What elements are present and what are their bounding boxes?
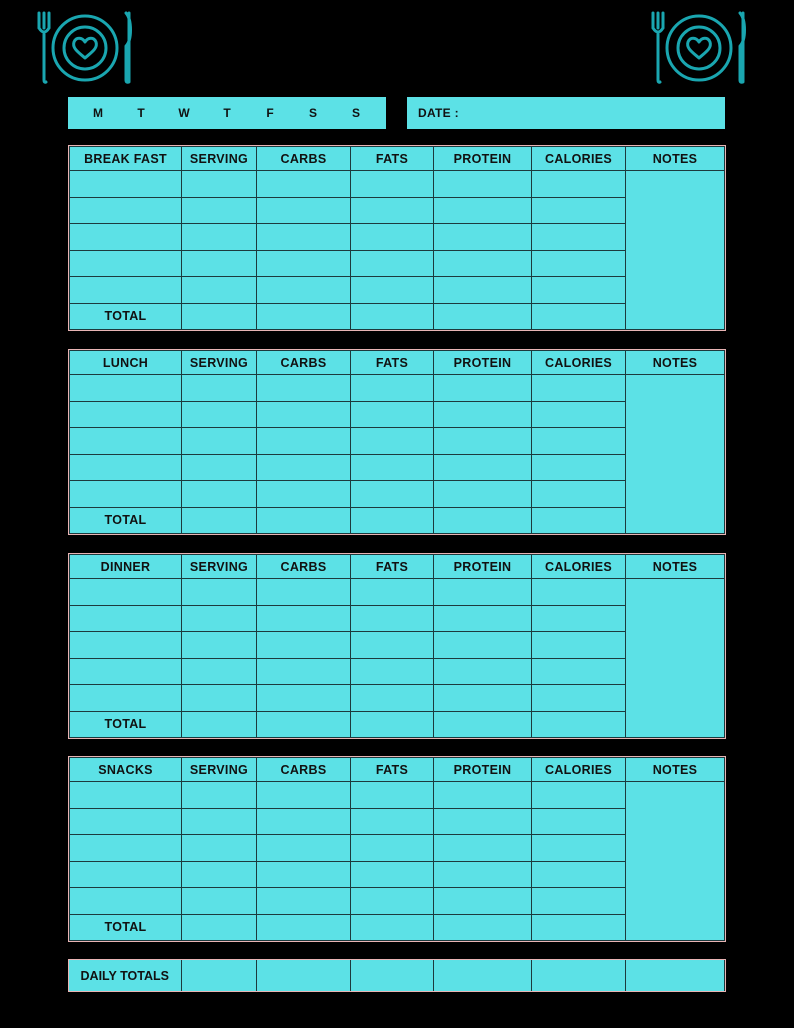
- entry-cell[interactable]: [351, 375, 434, 402]
- col-fats: FATS: [351, 758, 434, 782]
- daily-total-carbs[interactable]: [256, 960, 350, 991]
- entry-cell[interactable]: [182, 375, 257, 402]
- entry-cell[interactable]: [182, 632, 257, 659]
- entry-cell[interactable]: [532, 428, 626, 455]
- entry-cell[interactable]: [434, 579, 532, 606]
- entry-cell[interactable]: [182, 605, 257, 632]
- entry-cell[interactable]: [182, 197, 257, 224]
- entry-cell[interactable]: [70, 685, 182, 712]
- entry-cell[interactable]: [182, 685, 257, 712]
- total-cell[interactable]: [257, 303, 351, 330]
- total-cell[interactable]: [257, 914, 351, 941]
- entry-cell[interactable]: [257, 250, 351, 277]
- entry-cell[interactable]: [351, 481, 434, 508]
- entry-cell[interactable]: [182, 401, 257, 428]
- weekday-selector: [68, 97, 386, 129]
- total-cell[interactable]: [532, 914, 626, 941]
- entry-cell[interactable]: [351, 808, 434, 835]
- total-cell[interactable]: [351, 711, 434, 738]
- entry-cell[interactable]: [257, 632, 351, 659]
- total-cell[interactable]: [532, 507, 626, 534]
- entry-cell[interactable]: [351, 835, 434, 862]
- notes-area[interactable]: [626, 782, 725, 941]
- entry-cell[interactable]: [257, 658, 351, 685]
- col-fats: FATS: [351, 555, 434, 579]
- entry-cell[interactable]: [351, 782, 434, 809]
- col-notes: NOTES: [626, 555, 725, 579]
- entry-cell[interactable]: [351, 861, 434, 888]
- entry-cell[interactable]: [70, 835, 182, 862]
- entry-cell[interactable]: [434, 888, 532, 915]
- entry-cell[interactable]: [351, 250, 434, 277]
- entry-cell[interactable]: [434, 224, 532, 251]
- col-carbs: CARBS: [257, 147, 351, 171]
- entry-cell[interactable]: [182, 428, 257, 455]
- total-cell[interactable]: [351, 303, 434, 330]
- entry-cell[interactable]: [434, 428, 532, 455]
- entry-cell[interactable]: [532, 375, 626, 402]
- entry-cell[interactable]: [257, 685, 351, 712]
- entry-cell[interactable]: [182, 579, 257, 606]
- entry-cell[interactable]: [70, 808, 182, 835]
- total-cell[interactable]: [257, 711, 351, 738]
- entry-cell[interactable]: [70, 605, 182, 632]
- entry-cell[interactable]: [70, 277, 182, 304]
- col-carbs: CARBS: [257, 555, 351, 579]
- entry-cell[interactable]: [182, 658, 257, 685]
- total-cell[interactable]: [434, 507, 532, 534]
- entry-cell[interactable]: [351, 428, 434, 455]
- table-row: [70, 375, 725, 402]
- entry-cell[interactable]: [434, 808, 532, 835]
- day-sunday[interactable]: S: [351, 106, 360, 120]
- entry-cell[interactable]: [70, 658, 182, 685]
- entry-cell[interactable]: [532, 454, 626, 481]
- notes-area[interactable]: [626, 579, 725, 738]
- entry-cell[interactable]: [182, 888, 257, 915]
- entry-cell[interactable]: [434, 835, 532, 862]
- total-cell[interactable]: [434, 914, 532, 941]
- total-cell[interactable]: [434, 303, 532, 330]
- day-wednesday[interactable]: W: [178, 106, 190, 120]
- col-serving: SERVING: [182, 351, 257, 375]
- entry-cell[interactable]: [257, 861, 351, 888]
- entry-cell[interactable]: [532, 861, 626, 888]
- col-protein: PROTEIN: [434, 555, 532, 579]
- meal-title: BREAK FAST: [70, 147, 182, 171]
- day-tuesday[interactable]: T: [137, 106, 145, 120]
- entry-cell[interactable]: [532, 658, 626, 685]
- total-label: TOTAL: [70, 303, 182, 330]
- entry-cell[interactable]: [351, 579, 434, 606]
- col-serving: SERVING: [182, 555, 257, 579]
- entry-cell[interactable]: [182, 224, 257, 251]
- entry-cell[interactable]: [434, 197, 532, 224]
- table-row: [70, 171, 725, 198]
- entry-cell[interactable]: [70, 579, 182, 606]
- entry-cell[interactable]: [434, 401, 532, 428]
- col-notes: NOTES: [626, 147, 725, 171]
- daily-total-notes[interactable]: [625, 960, 724, 991]
- col-calories: CALORIES: [532, 758, 626, 782]
- meal-title: SNACKS: [70, 758, 182, 782]
- entry-cell[interactable]: [532, 835, 626, 862]
- entry-cell[interactable]: [351, 401, 434, 428]
- col-notes: NOTES: [626, 351, 725, 375]
- day-thursday[interactable]: T: [223, 106, 231, 120]
- total-cell[interactable]: [182, 711, 257, 738]
- entry-cell[interactable]: [532, 808, 626, 835]
- entry-cell[interactable]: [182, 782, 257, 809]
- entry-cell[interactable]: [434, 658, 532, 685]
- entry-cell[interactable]: [351, 632, 434, 659]
- entry-cell[interactable]: [257, 197, 351, 224]
- day-saturday[interactable]: S: [308, 106, 317, 120]
- date-field[interactable]: [407, 97, 725, 129]
- total-cell[interactable]: [182, 914, 257, 941]
- entry-cell[interactable]: [532, 250, 626, 277]
- entry-cell[interactable]: [182, 861, 257, 888]
- notes-area[interactable]: [626, 171, 725, 330]
- total-cell[interactable]: [351, 914, 434, 941]
- entry-cell[interactable]: [182, 481, 257, 508]
- entry-cell[interactable]: [532, 782, 626, 809]
- total-label: TOTAL: [70, 914, 182, 941]
- col-fats: FATS: [351, 351, 434, 375]
- col-calories: CALORIES: [532, 351, 626, 375]
- entry-cell[interactable]: [532, 605, 626, 632]
- total-cell[interactable]: [182, 507, 257, 534]
- entry-cell[interactable]: [257, 605, 351, 632]
- entry-cell[interactable]: [434, 632, 532, 659]
- entry-cell[interactable]: [70, 454, 182, 481]
- day-friday[interactable]: F: [266, 106, 274, 120]
- daily-totals-table: [69, 960, 725, 991]
- entry-cell[interactable]: [532, 171, 626, 198]
- entry-cell[interactable]: [257, 454, 351, 481]
- entry-cell[interactable]: [182, 454, 257, 481]
- entry-cell[interactable]: [70, 197, 182, 224]
- entry-cell[interactable]: [532, 481, 626, 508]
- lunch-table: [69, 350, 725, 534]
- entry-cell[interactable]: [257, 579, 351, 606]
- entry-cell[interactable]: [532, 197, 626, 224]
- col-carbs: CARBS: [257, 351, 351, 375]
- entry-cell[interactable]: [257, 782, 351, 809]
- entry-cell[interactable]: [351, 224, 434, 251]
- entry-cell[interactable]: [434, 171, 532, 198]
- entry-cell[interactable]: [532, 888, 626, 915]
- entry-cell[interactable]: [257, 171, 351, 198]
- notes-area[interactable]: [626, 375, 725, 534]
- col-serving: SERVING: [182, 758, 257, 782]
- entry-cell[interactable]: [257, 277, 351, 304]
- meal-title: LUNCH: [70, 351, 182, 375]
- col-fats: FATS: [351, 147, 434, 171]
- entry-cell[interactable]: [351, 888, 434, 915]
- entry-cell[interactable]: [434, 685, 532, 712]
- entry-cell[interactable]: [434, 861, 532, 888]
- entry-cell[interactable]: [434, 375, 532, 402]
- entry-cell[interactable]: [532, 632, 626, 659]
- entry-cell[interactable]: [532, 277, 626, 304]
- entry-cell[interactable]: [182, 250, 257, 277]
- entry-cell[interactable]: [257, 401, 351, 428]
- total-label: TOTAL: [70, 507, 182, 534]
- entry-cell[interactable]: [70, 782, 182, 809]
- total-cell[interactable]: [351, 507, 434, 534]
- entry-cell[interactable]: [257, 375, 351, 402]
- meal-title: DINNER: [70, 555, 182, 579]
- table-row: [70, 782, 725, 809]
- entry-cell[interactable]: [70, 861, 182, 888]
- entry-cell[interactable]: [70, 401, 182, 428]
- entry-cell[interactable]: [182, 171, 257, 198]
- entry-cell[interactable]: [434, 250, 532, 277]
- entry-cell[interactable]: [182, 835, 257, 862]
- entry-cell[interactable]: [257, 224, 351, 251]
- entry-cell[interactable]: [70, 224, 182, 251]
- entry-cell[interactable]: [351, 605, 434, 632]
- entry-cell[interactable]: [70, 250, 182, 277]
- entry-cell[interactable]: [351, 197, 434, 224]
- entry-cell[interactable]: [351, 171, 434, 198]
- plate-heart-icon: [648, 10, 750, 86]
- total-cell[interactable]: [532, 711, 626, 738]
- total-cell[interactable]: [434, 711, 532, 738]
- total-cell[interactable]: [532, 303, 626, 330]
- daily-total-fats[interactable]: [350, 960, 433, 991]
- entry-cell[interactable]: [182, 277, 257, 304]
- entry-cell[interactable]: [532, 685, 626, 712]
- entry-cell[interactable]: [351, 277, 434, 304]
- entry-cell[interactable]: [257, 835, 351, 862]
- plate-heart-icon: [34, 10, 136, 86]
- entry-cell[interactable]: [434, 277, 532, 304]
- entry-cell[interactable]: [70, 632, 182, 659]
- snacks-table: [69, 757, 725, 941]
- entry-cell[interactable]: [434, 605, 532, 632]
- daily-total-serving[interactable]: [181, 960, 256, 991]
- entry-cell[interactable]: [257, 428, 351, 455]
- day-monday[interactable]: M: [93, 106, 103, 120]
- entry-cell[interactable]: [532, 401, 626, 428]
- daily-totals-label: DAILY TOTALS: [69, 960, 181, 991]
- entry-cell[interactable]: [70, 375, 182, 402]
- col-protein: PROTEIN: [434, 147, 532, 171]
- entry-cell[interactable]: [351, 454, 434, 481]
- dinner-table: [69, 554, 725, 738]
- col-protein: PROTEIN: [434, 758, 532, 782]
- entry-cell[interactable]: [351, 658, 434, 685]
- entry-cell[interactable]: [257, 888, 351, 915]
- entry-cell[interactable]: [182, 808, 257, 835]
- col-protein: PROTEIN: [434, 351, 532, 375]
- col-notes: NOTES: [626, 758, 725, 782]
- entry-cell[interactable]: [351, 685, 434, 712]
- daily-totals-row: [69, 960, 724, 991]
- entry-cell[interactable]: [70, 481, 182, 508]
- entry-cell[interactable]: [434, 782, 532, 809]
- entry-cell[interactable]: [257, 481, 351, 508]
- col-serving: SERVING: [182, 147, 257, 171]
- entry-cell[interactable]: [434, 481, 532, 508]
- col-calories: CALORIES: [532, 555, 626, 579]
- entry-cell[interactable]: [257, 808, 351, 835]
- total-cell[interactable]: [257, 507, 351, 534]
- daily-total-calories[interactable]: [531, 960, 625, 991]
- col-calories: CALORIES: [532, 147, 626, 171]
- total-label: TOTAL: [70, 711, 182, 738]
- entry-cell[interactable]: [532, 224, 626, 251]
- entry-cell[interactable]: [532, 579, 626, 606]
- daily-total-protein[interactable]: [433, 960, 531, 991]
- total-cell[interactable]: [182, 303, 257, 330]
- entry-cell[interactable]: [70, 888, 182, 915]
- entry-cell[interactable]: [434, 454, 532, 481]
- col-carbs: CARBS: [257, 758, 351, 782]
- date-label: DATE :: [418, 106, 459, 120]
- entry-cell[interactable]: [70, 428, 182, 455]
- entry-cell[interactable]: [70, 171, 182, 198]
- breakfast-table: [69, 146, 725, 330]
- table-row: [70, 579, 725, 606]
